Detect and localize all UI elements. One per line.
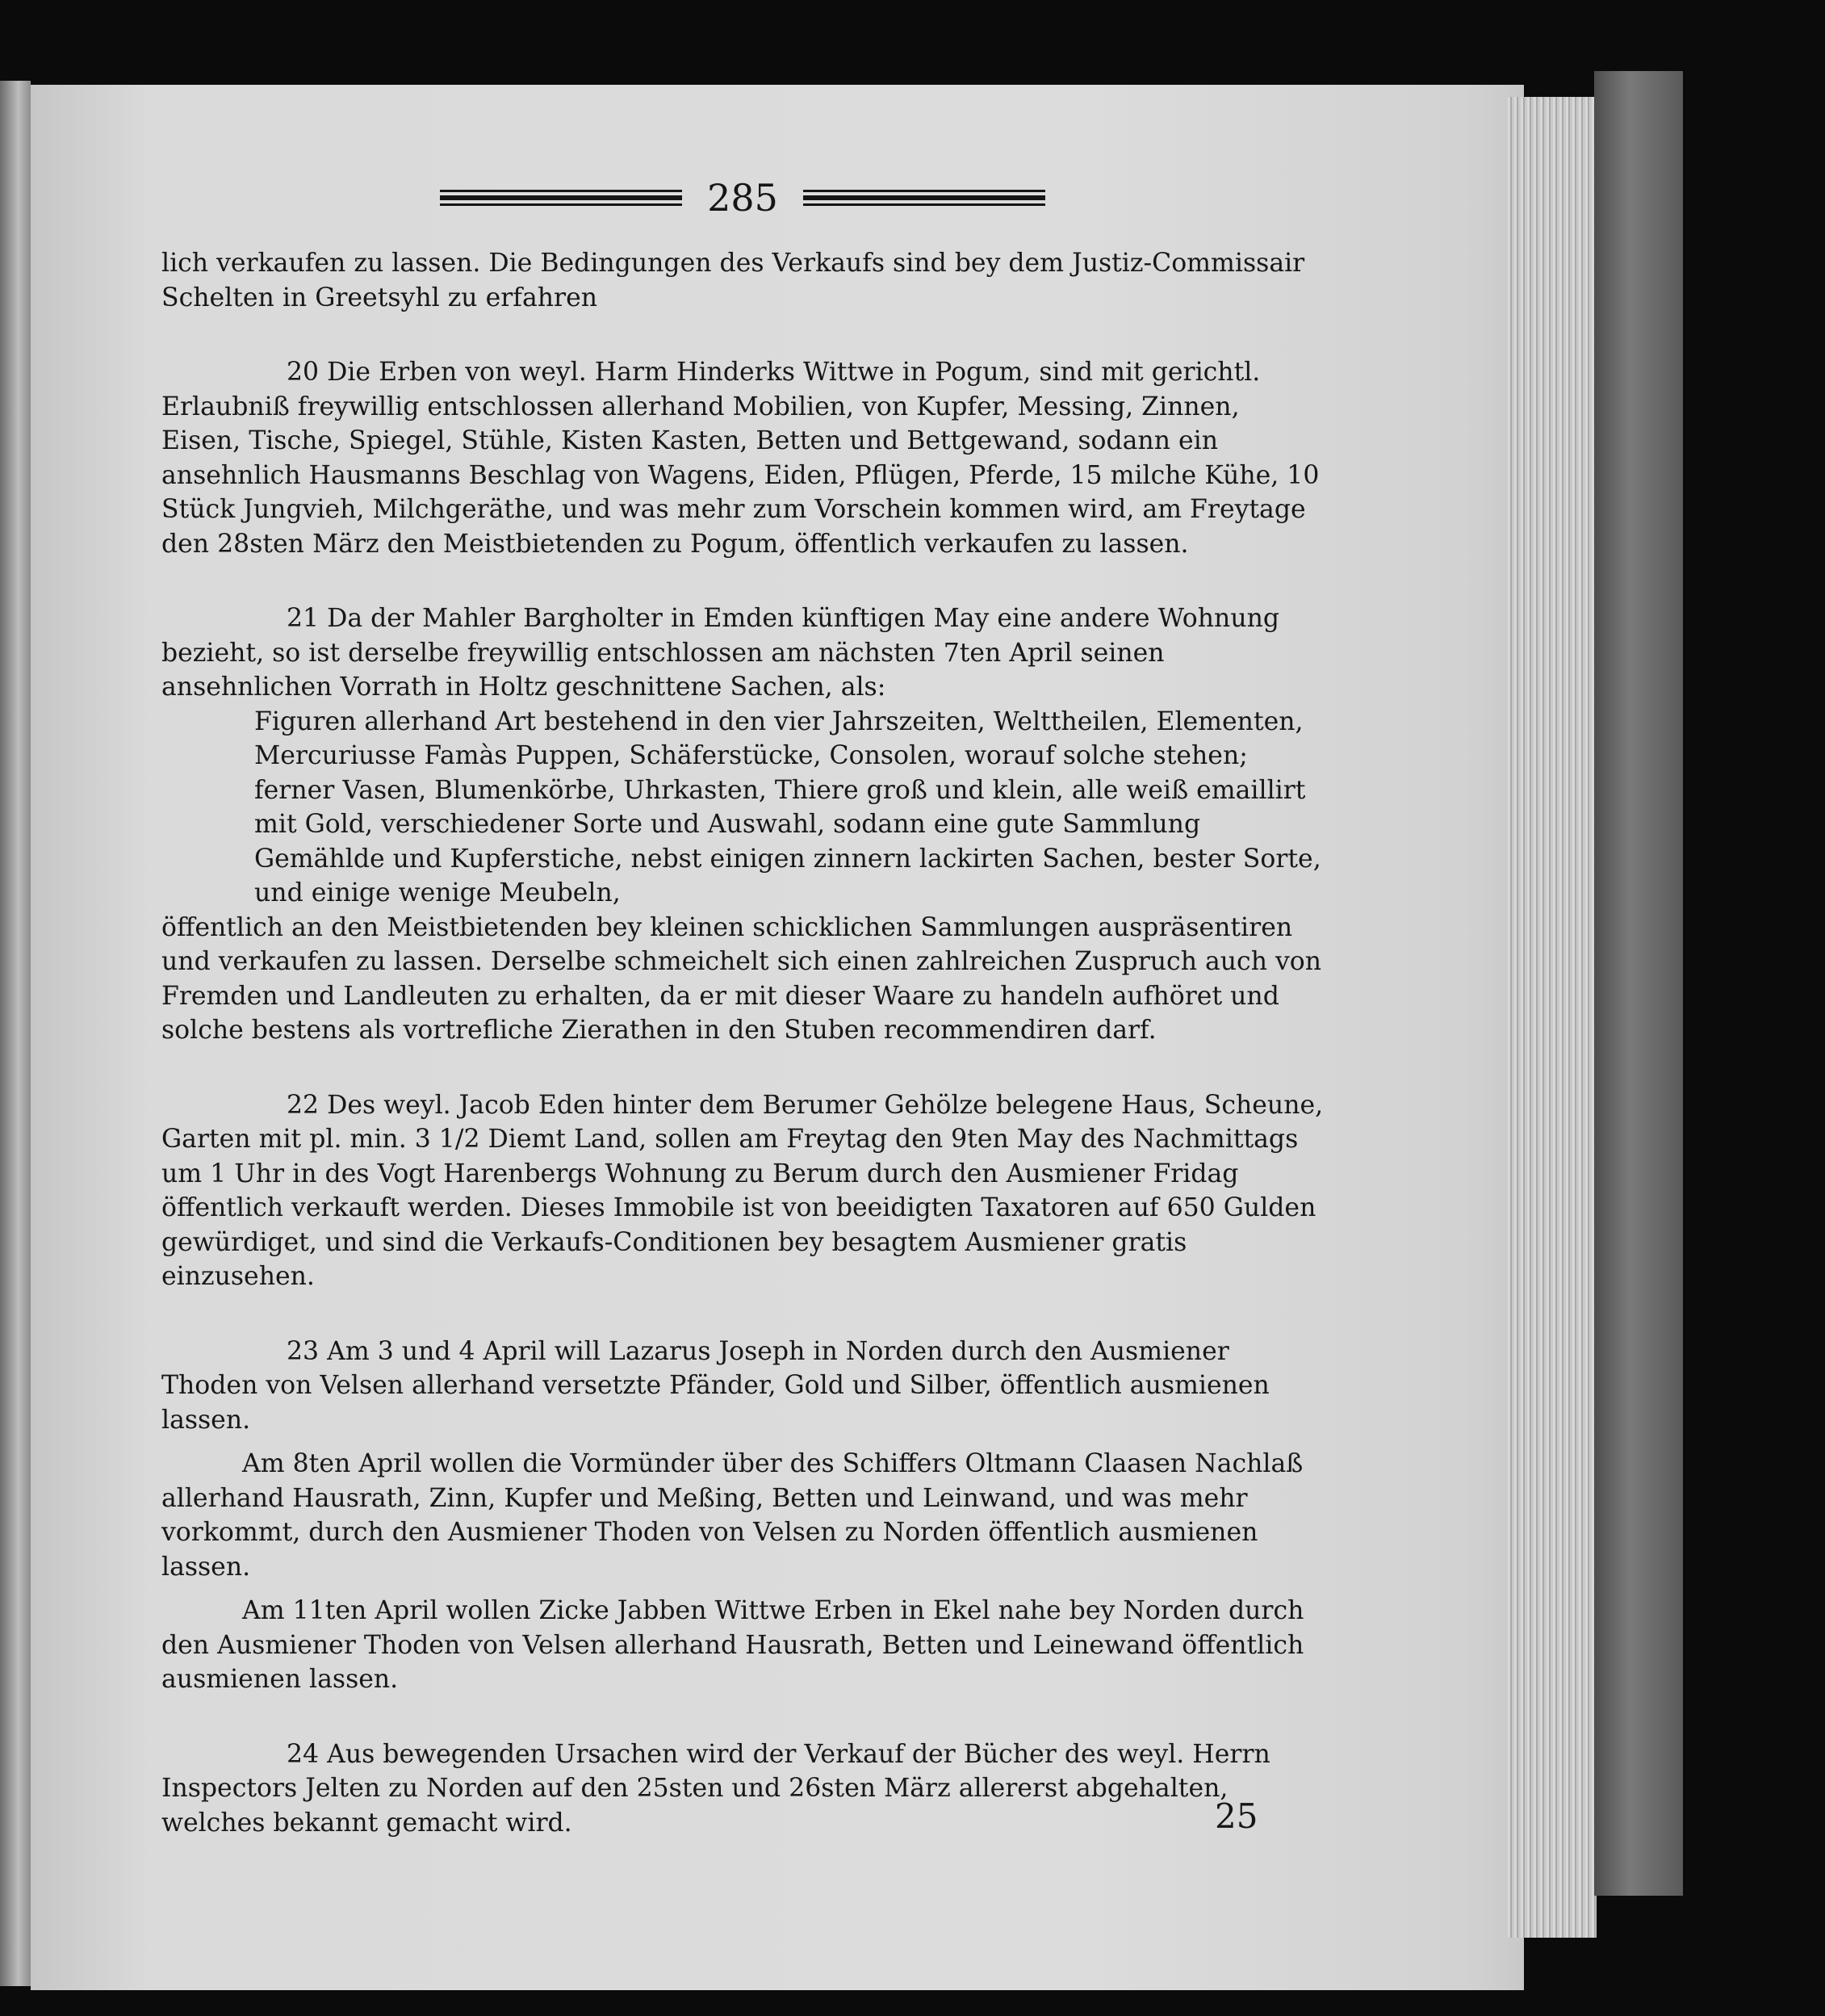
- paragraph-continuation: lich verkaufen zu lassen. Die Bedingungen des Verkaufs sind bey dem Justiz-Commissair Schelten in Greetsyhl zu erfahren: [161, 249, 1305, 312]
- book-cover: [1594, 71, 1683, 1896]
- notice-21: 21 Da der Mahler Bargholter in Emden künftigen May eine andere Wohnung bezieht, so ist derselbe freywillig entschlossen am nächsten 7ten April seinen ansehnlichen Vorrath in Holtz geschnittene Sachen, als:: [161, 604, 1280, 702]
- signature-mark: 25: [1215, 1796, 1258, 1836]
- notice-24: 24 Aus bewegenden Ursachen wird der Verkauf der Bücher des weyl. Herrn Inspectors Jelten zu Norden auf den 25sten und 26sten März allererst abgehalten, welches bekannt gemacht wird.: [161, 1739, 1270, 1838]
- notice-20: 20 Die Erben von weyl. Harm Hinderks Wittwe in Pogum, sind mit gerichtl. Erlaubniß freywillig entschlossen allerhand Mobilien, von Kupfer, Messing, Zinnen, Eisen, Tische, Spiegel, Stühle, Kisten Kasten, Betten und Bettgewand, sodann ein ansehnlich Hausmanns Beschlag von Wagens, Eiden, Pflügen, Pferde, 15 milche Kühe, 10 Stück Jungvieh, Milchgeräthe, und was mehr zum Vorschein kommen wird, am Freytage den 28sten März den Meistbietenden zu Pogum, öffentlich verkaufen zu lassen.: [161, 358, 1320, 559]
- header-rule-right: [803, 190, 1045, 206]
- notice-23: 23 Am 3 und 4 April will Lazarus Joseph in Norden durch den Ausmiener Thoden von Velsen allerhand versetzte Pfänder, Gold und Silber, öffentlich ausmienen lassen.: [161, 1336, 1270, 1435]
- page-body: [161, 246, 1324, 1840]
- notice-23-second: Am 8ten April wollen die Vormünder über des Schiffers Oltmann Claasen Nachlaß allerhand Hausrath, Zinn, Kupfer und Meßing, Betten und Leinwand, und was mehr vorkommt, durch den Ausmiener Thoden von Velsen zu Norden öffentlich ausmienen lassen.: [161, 1449, 1304, 1582]
- header-rule-left: [440, 190, 682, 206]
- notice-21-continuation: öffentlich an den Meistbietenden bey kleinen schicklichen Sammlungen auspräsentiren und verkaufen zu lassen. Derselbe schmeichelt sich einen zahlreichen Zuspruch auch von Fremden und Landleuten zu erhalten, da er mit dieser Waare zu handeln aufhöret und solche bestens als vortrefliche Zierathen in den Stuben recommendiren darf.: [161, 912, 1322, 1045]
- page-number: 285: [707, 176, 778, 220]
- notice-23-third: Am 11ten April wollen Zicke Jabben Wittwe Erben in Ekel nahe bey Norden durch den Ausmiener Thoden von Velsen allerhand Hausrath, Betten und Leinewand öffentlich ausmienen lassen.: [161, 1596, 1304, 1694]
- left-page-edge: [0, 81, 31, 1986]
- notice-22: 22 Des weyl. Jacob Eden hinter dem Berumer Gehölze belegene Haus, Scheune, Garten mit pl. min. 3 1/2 Diemt Land, sollen am Freytag den 9ten May des Nachmittags um 1 Uhr in des Vogt Harenbergs Wohnung zu Berum durch den Ausmiener Fridag öffentlich verkauft werden. Dieses Immobile ist von beeidigten Taxatoren auf 650 Gulden gewürdiget, und sind die Verkaufs-Conditionen bey besagtem Ausmiener gratis einzusehen.: [161, 1090, 1324, 1291]
- page-stack-edge: [1508, 97, 1597, 1938]
- page-header: [440, 174, 1045, 222]
- notice-21-item-list: Figuren allerhand Art bestehend in den vier Jahrszeiten, Welttheilen, Elementen, Mercuriusse Famàs Puppen, Schäferstücke, Consolen, worauf solche stehen; ferner Vasen, Blumenkörbe, Uhrkasten, Thiere groß und klein, alle weiß emaillirt mit Gold, verschiedener Sorte und Auswahl, sodann eine gute Sammlung Gemählde und Kupferstiche, nebst einigen zinnern lackirten Sachen, bester Sorte, und einige wenige Meubeln,: [254, 706, 1321, 907]
